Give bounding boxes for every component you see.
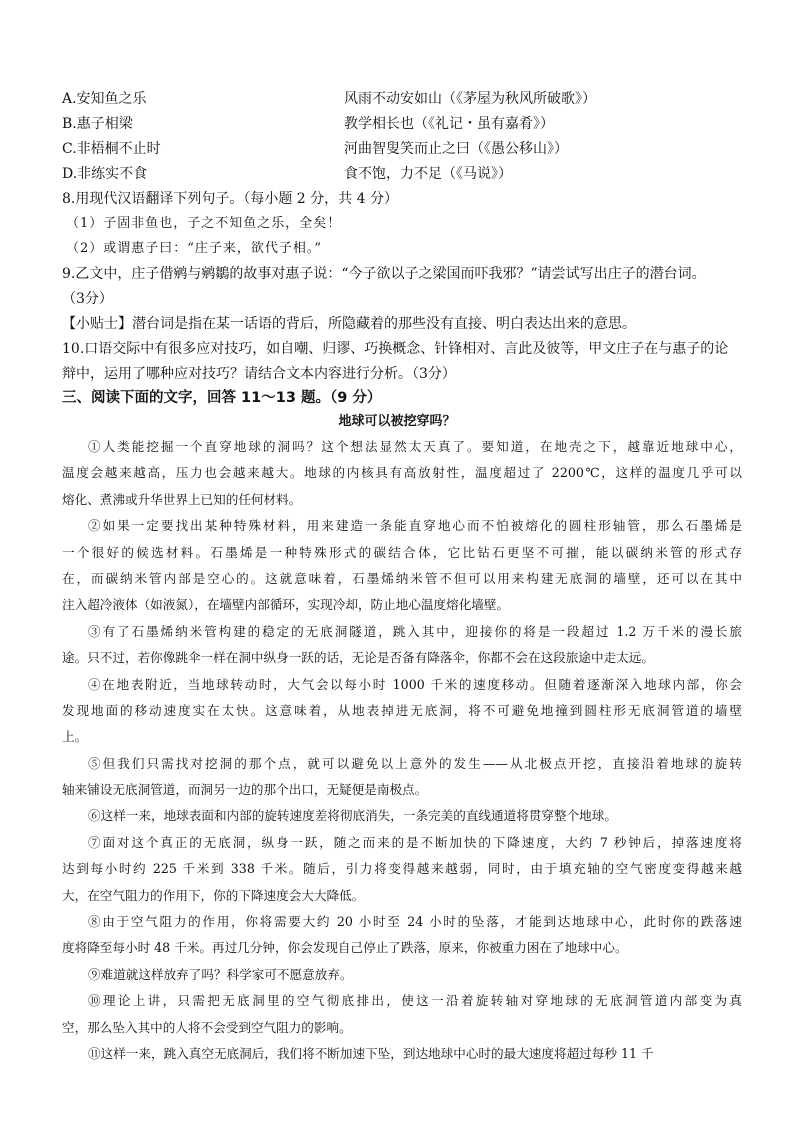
paragraph-line: 熔化、煮沸或升华世界上已知的任何材料。: [62, 491, 302, 507]
question-9-line-2: （3分）: [62, 291, 113, 307]
option-a-right: 风雨不动安如山（《茅屋为秋风所破歌》）: [344, 91, 596, 107]
article-title: 地球可以被挖穿吗？: [338, 414, 456, 429]
article-body: [62, 434, 742, 1067]
article-paragraph: [62, 434, 742, 513]
paragraph-line: ③有了石墨烯纳米管构建的稳定的无底洞隧道，跳入其中，迎接你的将是一段超过 1.2 万千米的漫长旅: [88, 623, 742, 639]
question-8: 8.用现代汉语翻译下列句子。（每小题 2 分，共 4 分）: [62, 191, 398, 207]
option-b-right: 教学相长也（《礼记・虽有嘉肴》）: [344, 116, 554, 132]
paragraph-line: ⑥这样一来，地球表面和内部的旋转速度差将彻底消失，一条完美的直线通道将贯穿整个地球。: [88, 808, 617, 824]
paragraph-line: 在，而碳纳米管内部是空心的。这就意味着，石墨烯纳米管不但可以用来构建无底洞的墙壁，还可以在其中: [62, 570, 742, 586]
section-3-heading: 三、阅读下面的文字，回答 11～13 题。（9 分）: [62, 390, 382, 406]
question-8-1: （1）子固非鱼也，子之不知鱼之乐，全矣！: [66, 216, 342, 231]
option-row-b: [62, 113, 752, 135]
paragraph-line: ⑩理论上讲，只需把无底洞里的空气彻底排出，使这一沿着旋转轴对穿地球的无底洞管道内部变为真: [88, 993, 742, 1009]
paragraph-line: 注入超冷液体（如液氮），在墙壁内部循环，实现冷却，防止地心温度熔化墙壁。: [62, 597, 510, 613]
paragraph-line: ⑦面对这个真正的无底洞，纵身一跃，随之而来的是不断加快的下降速度，大约 7 秒钟后，掉落速度将: [88, 834, 742, 850]
option-row-d: [62, 163, 752, 185]
option-a-left: A.安知鱼之乐: [62, 91, 147, 107]
option-row-c: [62, 138, 752, 160]
paragraph-line: 上。: [62, 729, 88, 745]
paragraph-line: ⑧由于空气阻力的作用，你将需要大约 20 小时至 24 小时的坠落，才能到达地球中心，此时你的跌落速: [88, 914, 742, 930]
paragraph-line: 途。只不过，若你像跳伞一样在洞中纵身一跃的话，无论是否备有降落伞，你都不会在这段旅途中走太远。: [62, 650, 654, 666]
question-9-line-1: 9.乙文中，庄子借鹓与鹓鶵的故事对惠子说：“今子欲以子之梁国而吓我邪？”请尝试写出庄子的潜台词。: [62, 266, 706, 282]
paragraph-line: 温度会越来越高，压力也会越来越大。地球的内核具有高放射性，温度超过了 2200℃，这样的温度几乎可以: [62, 465, 742, 481]
paragraph-line: ④在地表附近，当地球转动时，大气会以每小时 1000 千米的速度移动。但随着逐渐深入地球内部，你会: [88, 676, 742, 692]
paragraph-line: 达到每小时约 225 千米到 338 千米。随后，引力将变得越来越弱，同时，由于填充轴的空气密度变得越来越: [62, 861, 742, 877]
paragraph-line: 度将降至每小时 48 千米。再过几分钟，你会发现自己停止了跌落，原来，你被重力困在了地球中心。: [62, 940, 628, 956]
article-paragraph: [62, 909, 742, 962]
article-paragraph: [62, 1041, 742, 1067]
article-paragraph: [62, 830, 742, 909]
option-c-right: 河曲智叟笑而止之曰（《愚公移山》）: [344, 141, 568, 157]
option-b-left: B.惠子相梁: [62, 116, 133, 132]
question-8-2: （2）或谓惠子曰：“庄子来，欲代子相。”: [66, 241, 323, 256]
article-paragraph: [62, 988, 742, 1041]
paragraph-line: ⑪这样一来，跳入真空无底洞后，我们将不断加速下坠，到达地球中心时的最大速度将超过每秒 11 千: [88, 1045, 654, 1061]
paragraph-line: ①人类能挖掘一个直穿地球的洞吗？这个想法显然太天真了。要知道，在地壳之下，越靠近地球中心，: [88, 439, 742, 454]
paragraph-line: ⑤但我们只需找对挖洞的那个点，就可以避免以上意外的发生——从北极点开挖，直接沿着地球的旋转: [88, 755, 742, 771]
option-row-a: [62, 88, 752, 110]
article-paragraph: [62, 672, 742, 751]
tip-text: 【小贴士】潜台词是指在某一话语的背后，所隐藏着的那些没有直接、明白表达出来的意思。: [62, 316, 636, 332]
article-paragraph: [62, 751, 742, 804]
question-10-line-1: 10.口语交际中有很多应对技巧，如自嘲、归谬、巧换概念、针锋相对、言此及彼等，甲文庄子在与惠子的论: [62, 341, 729, 357]
paragraph-line: 大，在空气阻力的作用下，你的下降速度会大大降低。: [62, 887, 365, 903]
paragraph-line: 轴来铺设无底洞管道，而洞另一边的那个出口，无疑便是南极点。: [62, 782, 428, 798]
article-paragraph: [62, 513, 742, 619]
paragraph-line: 一个很好的候选材料。石墨烯是一种特殊形式的碳结合体，它比钻石更坚不可摧，能以碳纳米管的形式存: [62, 544, 742, 560]
paragraph-line: ⑨难道就这样放弃了吗？科学家可不愿意放弃。: [88, 966, 353, 982]
option-d-left: D.非练实不食: [62, 166, 148, 182]
question-10-line-2: 辩中，运用了哪种应对技巧？请结合文本内容进行分析。（3分）: [62, 366, 456, 382]
paragraph-line: ②如果一定要找出某种特殊材料，用来建造一条能直穿地心而不怕被熔化的圆柱形轴管，那么石墨烯是: [88, 518, 742, 534]
article-paragraph: [62, 962, 742, 988]
option-c-left: C.非梧桐不止时: [62, 141, 161, 157]
option-d-right: 食不饱，力不足（《马说》）: [344, 166, 512, 182]
article-paragraph: [62, 803, 742, 829]
article-paragraph: [62, 619, 742, 672]
paragraph-line: 发现地面的移动速度实在太快。这意味着，从地表掉进无底洞，将不可避免地撞到圆柱形无底洞管道的墙壁: [62, 702, 742, 718]
paragraph-line: 空，那么坠入其中的人将不会受到空气阻力的影响。: [62, 1019, 352, 1035]
